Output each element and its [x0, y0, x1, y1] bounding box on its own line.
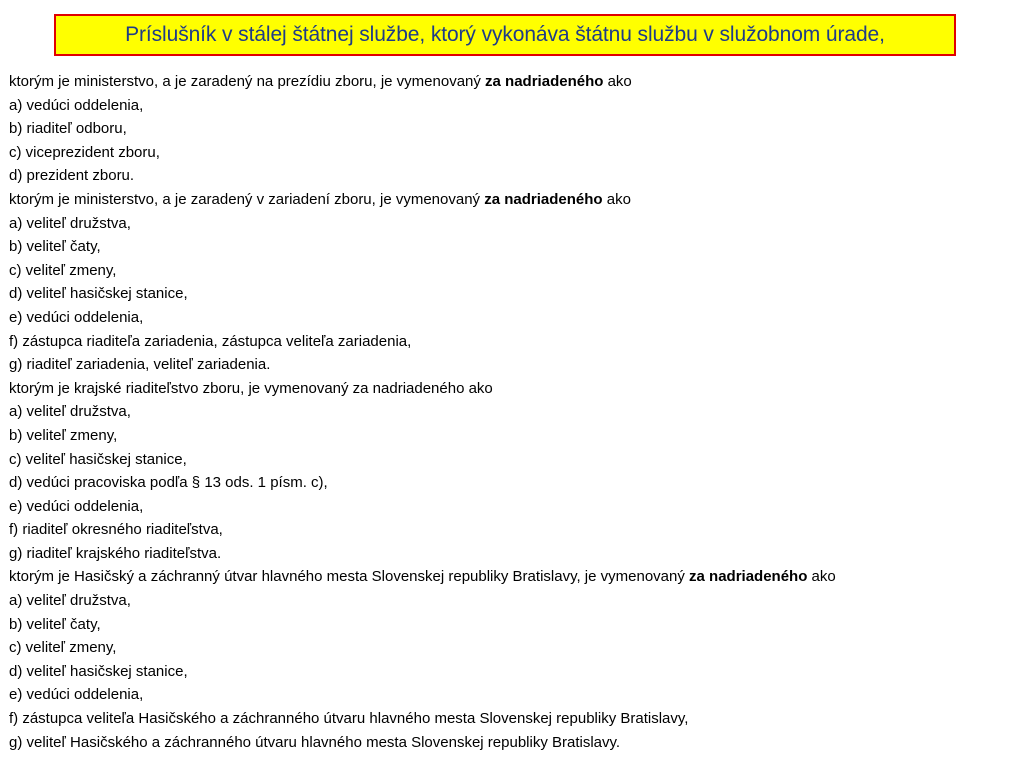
list-item: b) veliteľ čaty, [9, 615, 101, 633]
list-item: f) riaditeľ okresného riaditeľstva, [9, 521, 223, 539]
list-item: f) zástupca riaditeľa zariadenia, zástupca veliteľa zariadenia, [9, 332, 412, 350]
section-ministerstvo-zariadenie [9, 188, 1019, 377]
section-ministerstvo-prezidium [9, 70, 1019, 188]
list-item: a) veliteľ družstva, [9, 403, 131, 421]
list-item: b) veliteľ čaty, [9, 238, 101, 256]
list-item: c) viceprezident zboru, [9, 143, 160, 161]
section-krajske-riaditelstvo [9, 377, 1019, 566]
list-item: d) vedúci pracoviska podľa § 13 ods. 1 písm. c), [9, 474, 328, 492]
section-intro: ktorým je ministerstvo, a je zaradený v zariadení zboru, je vymenovaný za nadriadeného ako [9, 190, 631, 208]
list-item: a) vedúci oddelenia, [9, 96, 144, 114]
list-item: f) zástupca veliteľa Hasičského a záchranného útvaru hlavného mesta Slovenskej republiky Bratislavy, [9, 710, 689, 728]
list-item: c) veliteľ zmeny, [9, 261, 117, 279]
list-item: a) veliteľ družstva, [9, 592, 131, 610]
slide-body [9, 70, 1019, 754]
list-item: b) riaditeľ odboru, [9, 120, 127, 138]
slide-title: Príslušník v stálej štátnej službe, ktorý vykonáva štátnu službu v služobnom úrade, [125, 23, 885, 46]
section-intro: ktorým je ministerstvo, a je zaradený na prezídiu zboru, je vymenovaný za nadriadeného ako [9, 73, 632, 90]
list-item: g) riaditeľ krajského riaditeľstva. [9, 544, 222, 562]
list-item: c) veliteľ hasičskej stanice, [9, 450, 187, 468]
list-item: d) prezident zboru. [9, 167, 135, 185]
list-item: d) veliteľ hasičskej stanice, [9, 662, 188, 680]
section-hazz-bratislava [9, 565, 1019, 754]
list-item: g) veliteľ Hasičského a záchranného útvaru hlavného mesta Slovenskej republiky Bratislavy. [9, 733, 621, 751]
slide-title-box [54, 14, 956, 56]
list-item: a) veliteľ družstva, [9, 214, 131, 232]
list-item: b) veliteľ zmeny, [9, 426, 118, 444]
section-intro: ktorým je krajské riaditeľstvo zboru, je vymenovaný za nadriadeného ako [9, 379, 493, 397]
list-item: d) veliteľ hasičskej stanice, [9, 285, 188, 303]
list-item: c) veliteľ zmeny, [9, 639, 117, 657]
list-item: e) vedúci oddelenia, [9, 686, 144, 704]
list-item: g) riaditeľ zariadenia, veliteľ zariadenia. [9, 356, 271, 374]
section-intro: ktorým je Hasičský a záchranný útvar hlavného mesta Slovenskej republiky Bratislavy, je vymenovaný za nadriadeného ako [9, 568, 836, 586]
list-item: e) vedúci oddelenia, [9, 308, 144, 326]
list-item: e) vedúci oddelenia, [9, 497, 144, 515]
